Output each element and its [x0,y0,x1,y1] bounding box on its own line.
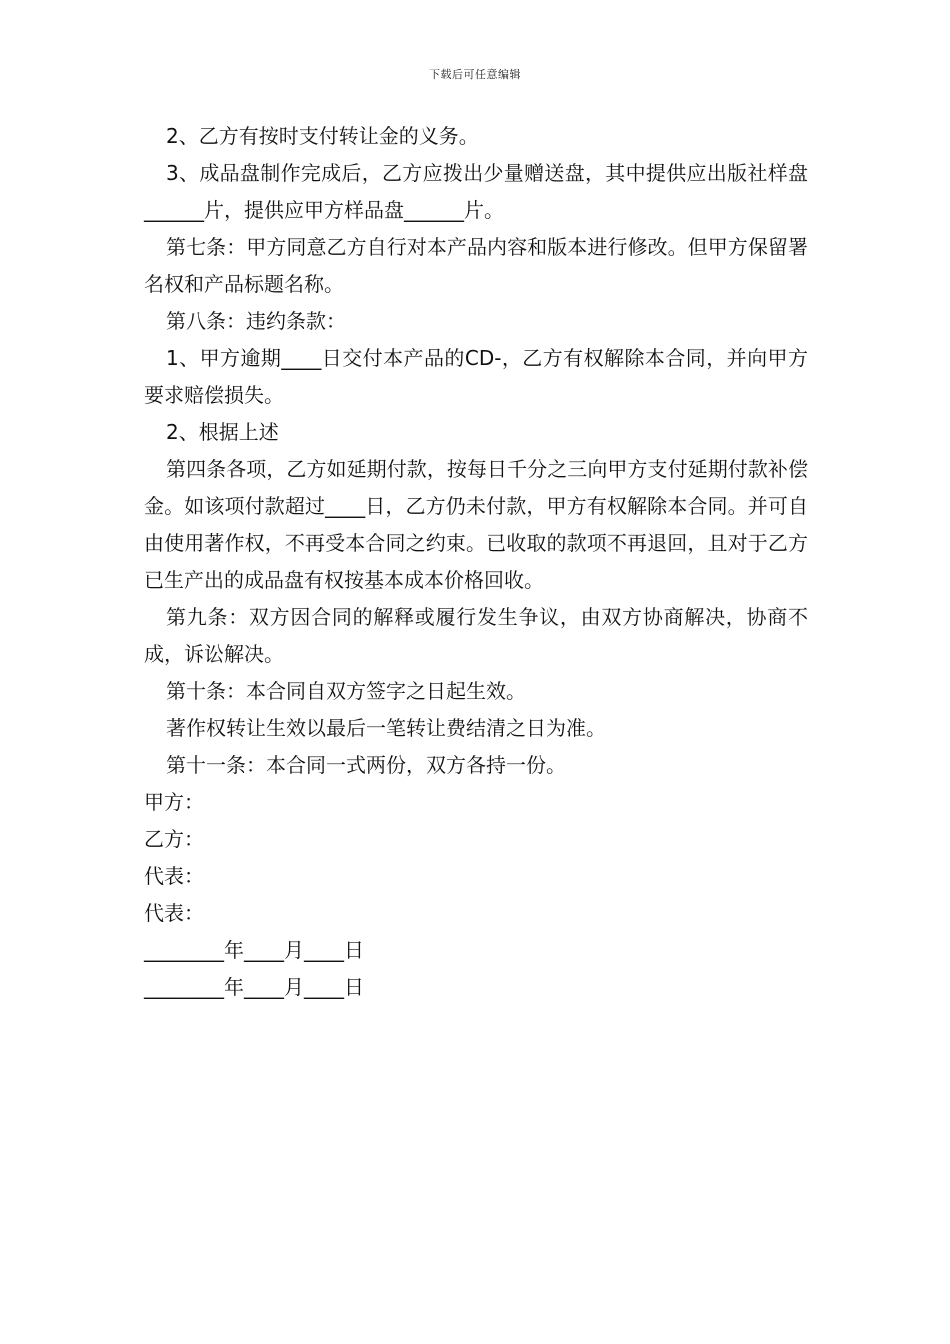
clause-7: 第七条：甲方同意乙方自行对本产品内容和版本进行修改。但甲方保留署名权和产品标题名称。 [144,235,808,296]
clause-8-item-2-detail: 第四条各项，乙方如延期付款，按每日千分之三向甲方支付延期付款补偿金。如该项付款超过____日，乙方仍未付款，甲方有权解除本合同。并可自由使用著作权，不再受本合同之约束。已收取的款项不再退回，且对于乙方已生产出的成品盘有权按基本成本价格回收。 [144,457,808,592]
signing-date-a: ________年____月____日 [144,938,364,962]
clause-11: 第十一条：本合同一式两份，双方各持一份。 [166,753,566,777]
clause-8-item-2: 2、根据上述 [166,420,279,444]
clause-6-item-3: 3、成品盘制作完成后，乙方应拨出少量赠送盘，其中提供应出版社样盘______片，提供应甲方样品盘______片。 [144,161,808,222]
contract-body [144,118,808,1006]
clause-8-title: 第八条：违约条款： [166,309,346,333]
representative-a-label: 代表： [144,864,204,888]
party-b-label: 乙方： [144,827,204,851]
clause-6-item-2: 2、乙方有按时支付转让金的义务。 [166,124,479,148]
representative-b-label: 代表： [144,901,204,925]
clause-10: 第十条：本合同自双方签字之日起生效。 [166,679,526,703]
page-header: 下载后可任意编辑 [429,68,521,81]
party-a-label: 甲方： [144,790,204,814]
signing-date-b: ________年____月____日 [144,975,364,999]
clause-9: 第九条：双方因合同的解释或履行发生争议，由双方协商解决，协商不成，诉讼解决。 [144,605,808,666]
clause-8-item-1: 1、甲方逾期____日交付本产品的CD-，乙方有权解除本合同，并向甲方要求赔偿损失。 [144,346,808,407]
clause-10-note: 著作权转让生效以最后一笔转让费结清之日为准。 [166,716,606,740]
